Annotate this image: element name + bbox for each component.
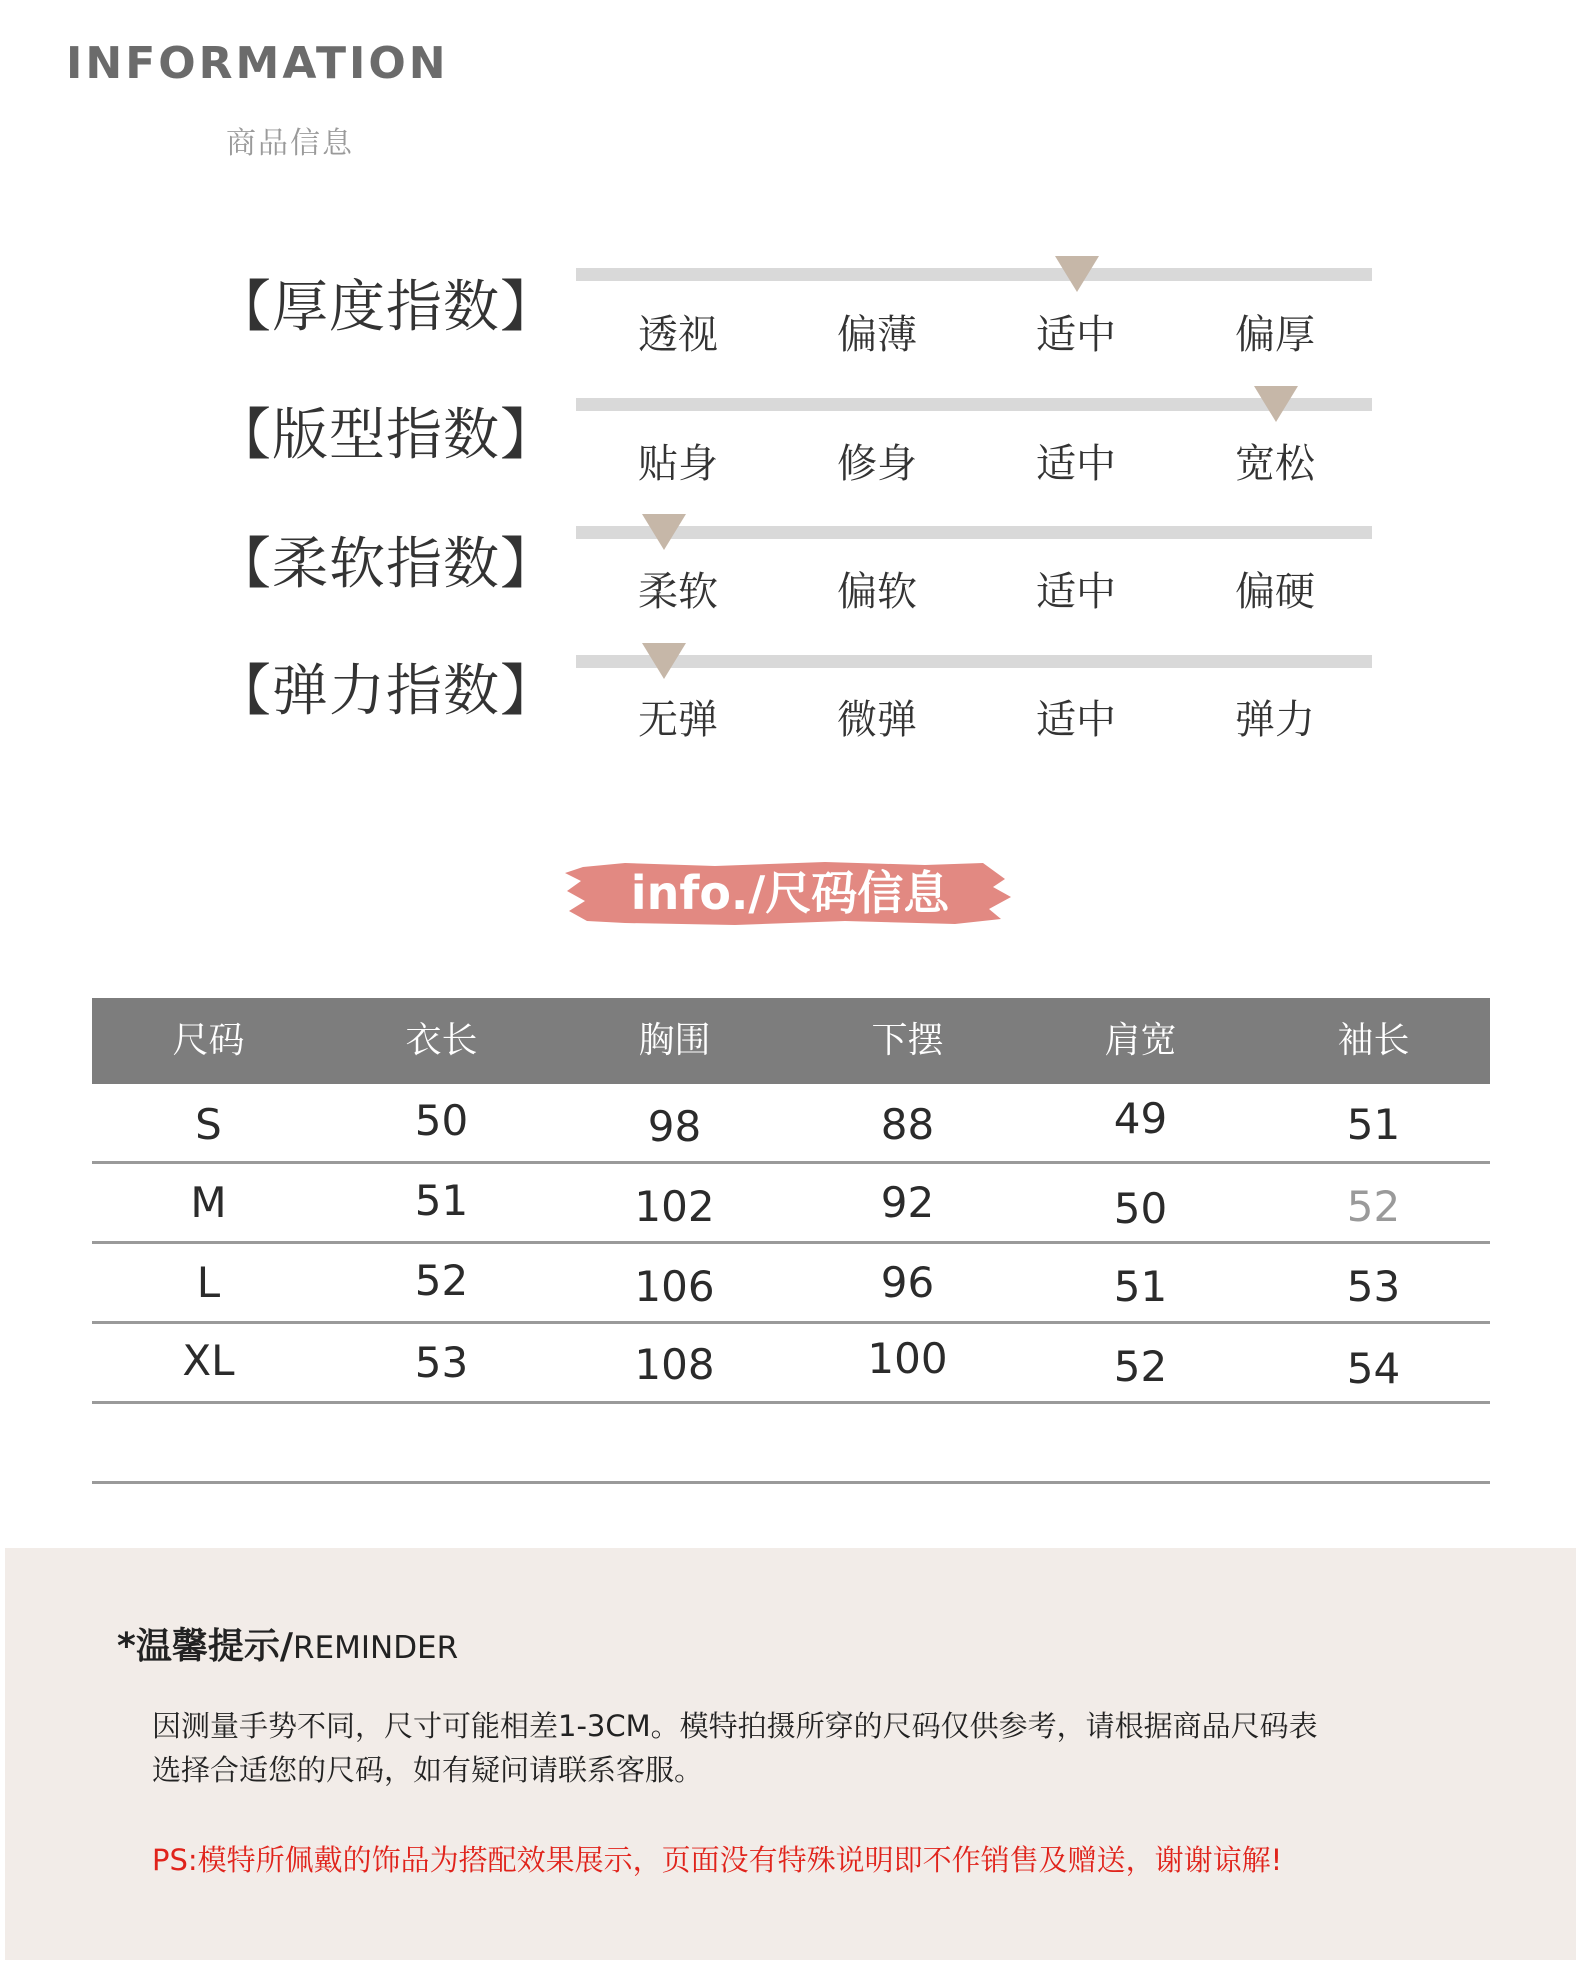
table-cell: L [196,1258,221,1307]
table-cell: 51 [1113,1262,1168,1311]
table-row-empty [92,1404,1490,1484]
table-cell: 51 [1346,1100,1401,1149]
reminder-title-en: REMINDER [292,1630,459,1666]
table-cell: 49 [1113,1094,1168,1143]
table-cell: S [195,1100,222,1149]
table-cell: 102 [634,1182,715,1231]
reminder-text [152,1704,1452,1792]
index-option: 偏厚 [1235,312,1315,358]
table-cell: 51 [414,1176,469,1225]
index-track-thickness [576,268,1372,281]
index-option: 偏软 [837,569,917,615]
index-label-thickness: 【厚度指数】 [215,275,557,340]
table-header-cell: 尺码 [172,1020,245,1061]
table-cell: 52 [1346,1182,1401,1231]
table-cell: 98 [647,1102,702,1151]
reminder-title [117,1618,458,1669]
index-option: 弹力 [1235,697,1315,743]
index-marker-fit [1254,386,1298,422]
table-cell: M [190,1178,227,1227]
table-row [92,1164,1490,1244]
reminder-box [5,1548,1576,1960]
index-option: 修身 [837,441,917,487]
index-track-fit [576,398,1372,411]
table-cell: 50 [414,1096,469,1145]
table-header-cell: 下摆 [871,1020,944,1061]
table-header-cell: 衣长 [405,1020,478,1061]
index-label-fit: 【版型指数】 [215,403,557,468]
table-row [92,1084,1490,1164]
reminder-title-cn: *温馨提示/ [117,1626,293,1667]
index-option: 贴身 [638,441,718,487]
index-option: 柔软 [638,569,718,615]
index-option: 偏薄 [837,312,917,358]
table-cell: 88 [880,1100,935,1149]
index-option: 适中 [1036,441,1116,487]
section-title-cn: 商品信息 [226,126,354,161]
index-option: 无弹 [638,697,718,743]
table-cell: 52 [414,1256,469,1305]
reminder-ps-note: PS:模特所佩戴的饰品为搭配效果展示，页面没有特殊说明即不作销售及赠送，谢谢谅解! [152,1843,1283,1877]
table-cell: 53 [414,1338,469,1387]
table-row [92,1244,1490,1324]
table-cell: 100 [867,1334,948,1383]
index-label-softness: 【柔软指数】 [215,532,557,597]
index-option: 适中 [1036,312,1116,358]
table-header-cell: 肩宽 [1104,1020,1177,1061]
index-option: 宽松 [1235,441,1315,487]
table-cell: 108 [634,1340,715,1389]
table-cell: 50 [1113,1184,1168,1233]
index-option: 偏硬 [1235,569,1315,615]
reminder-line: 选择合适您的尺码，如有疑问请联系客服。 [152,1753,704,1787]
table-cell: 52 [1113,1342,1168,1391]
table-cell: 106 [634,1262,715,1311]
index-label-elasticity: 【弹力指数】 [215,659,557,724]
index-marker-elasticity [642,643,686,679]
table-cell: 53 [1346,1262,1401,1311]
table-cell: 92 [880,1178,935,1227]
table-cell: 54 [1346,1344,1401,1393]
table-row [92,1324,1490,1404]
index-option: 适中 [1036,569,1116,615]
table-header-cell: 胸围 [638,1020,711,1061]
index-option: 适中 [1036,697,1116,743]
index-marker-thickness [1055,256,1099,292]
size-table [92,998,1490,1484]
section-title-en: INFORMATION [66,38,449,89]
table-cell: XL [182,1336,235,1385]
index-option: 微弹 [837,697,917,743]
banner-title: info./尺码信息 [630,866,950,920]
table-cell: 96 [880,1258,935,1307]
size-info-banner [565,857,1015,929]
index-option: 透视 [638,312,718,358]
index-marker-softness [642,514,686,550]
table-header-row [92,998,1490,1084]
index-track-elasticity [576,655,1372,668]
reminder-line: 因测量手势不同，尺寸可能相差1-3CM。模特拍摄所穿的尺码仅供参考，请根据商品尺码表 [152,1709,1318,1743]
index-track-softness [576,526,1372,539]
table-header-cell: 袖长 [1337,1020,1410,1061]
